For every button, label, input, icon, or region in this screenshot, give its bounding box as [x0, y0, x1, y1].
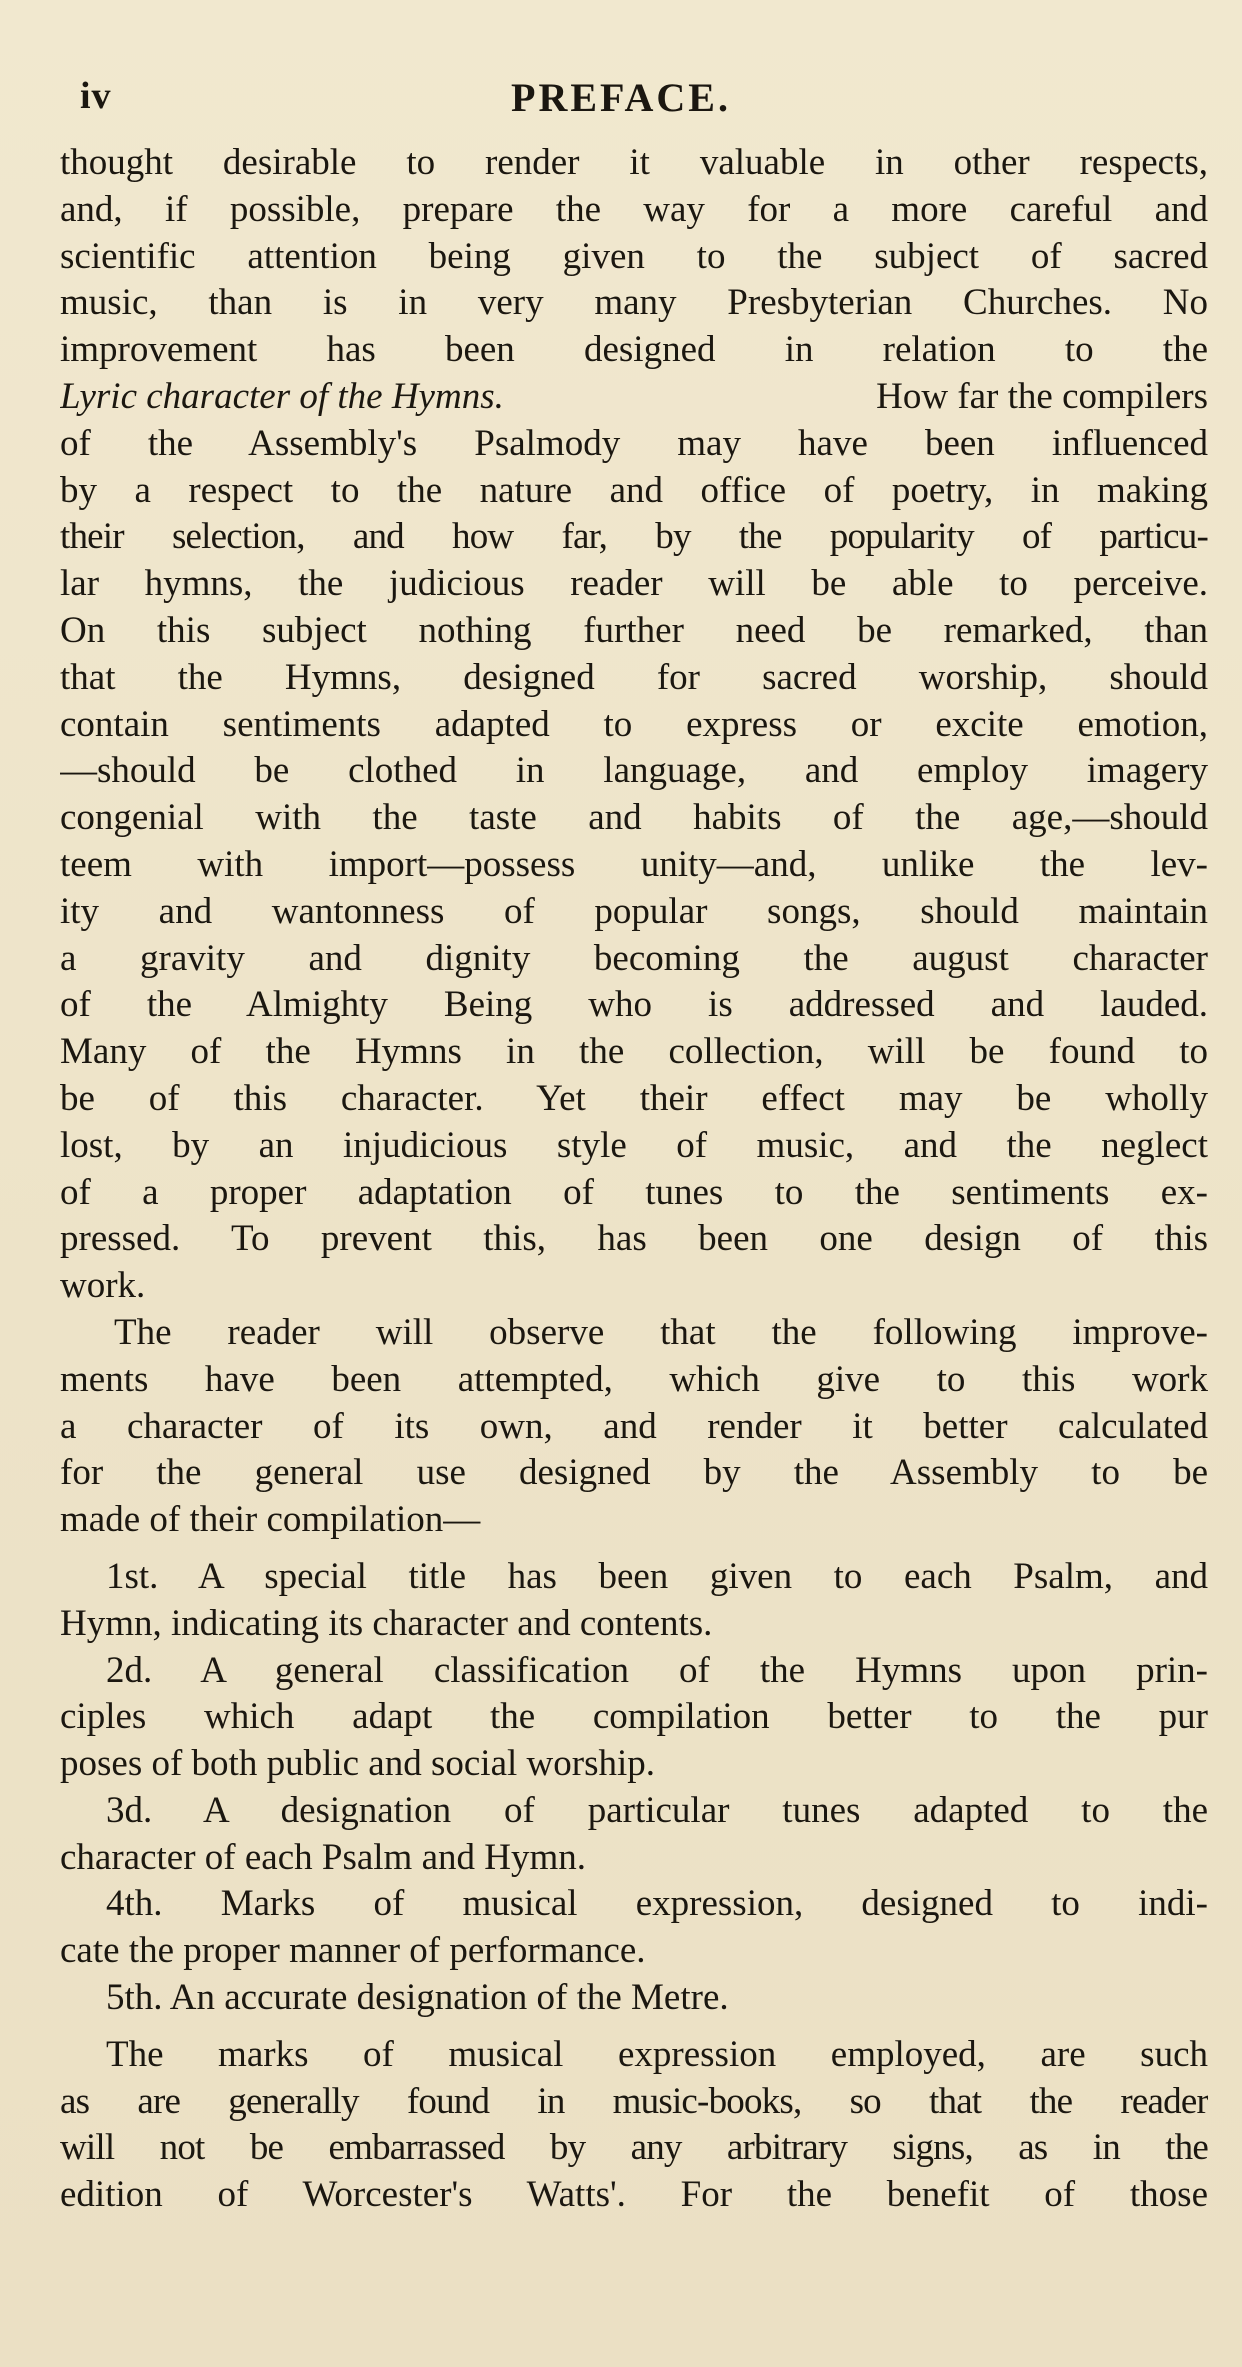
text-line: will not be embarrassed by any arbitrary signs, as in the: [60, 2127, 1208, 2169]
text-segment: How far the compilers: [876, 375, 1208, 417]
text-line: be of this character. Yet their effect may be wholly: [60, 1077, 1208, 1119]
page-number: iv: [80, 75, 112, 117]
text-line: a character of its own, and render it better calculated: [60, 1405, 1208, 1447]
text-line: ciples which adapt the compilation better to the pur: [60, 1696, 1208, 1738]
text-line: improvement has been designed in relation to the: [60, 329, 1208, 371]
text-line: On this subject nothing further need be remarked, than: [60, 609, 1208, 651]
list-item: 3d. A designation of particular tunes adapted to the: [106, 1789, 1208, 1831]
text-line: and, if possible, prepare the way for a more careful and: [60, 188, 1208, 230]
body-text: [60, 140, 1208, 2219]
text-line: —should be clothed in language, and employ imagery: [60, 750, 1208, 792]
text-line: of the Assembly's Psalmody may have been influenced: [60, 422, 1208, 464]
list-item: 2d. A general classification of the Hymns upon prin-: [106, 1649, 1208, 1691]
text-line: lar hymns, the judicious reader will be able to perceive.: [60, 563, 1208, 605]
text-line: Hymn, indicating its character and contents.: [60, 1602, 713, 1644]
text-line: for the general use designed by the Assembly to be: [60, 1452, 1208, 1494]
text-line: their selection, and how far, by the popularity of particu-: [60, 516, 1208, 558]
text-line: that the Hymns, designed for sacred worship, should: [60, 656, 1208, 698]
text-line: pressed. To prevent this, has been one design of this: [60, 1218, 1208, 1260]
text-line: poses of both public and social worship.: [60, 1743, 655, 1785]
text-line: work.: [60, 1265, 146, 1307]
text-line: Many of the Hymns in the collection, will be found to: [60, 1031, 1208, 1073]
text-line: teem with import—possess unity—and, unlike the lev-: [60, 843, 1208, 885]
text-line: The marks of musical expression employed, are such: [106, 2033, 1208, 2075]
text-line: congenial with the taste and habits of the age,—should: [60, 797, 1208, 839]
text-line: ity and wantonness of popular songs, should maintain: [60, 890, 1208, 932]
page-header: [0, 74, 1242, 134]
text-line: by a respect to the nature and office of poetry, in making: [60, 469, 1208, 511]
text-line: The reader will observe that the following improve-: [114, 1311, 1208, 1353]
text-line: lost, by an injudicious style of music, and the neglect: [60, 1124, 1208, 1166]
text-line: scientific attention being given to the subject of sacred: [60, 235, 1208, 277]
italic-phrase: Lyric character of the Hymns.: [60, 375, 504, 417]
list-item: 4th. Marks of musical expression, designed to indi-: [106, 1883, 1208, 1925]
text-line: ments have been attempted, which give to this work: [60, 1358, 1208, 1400]
text-line: contain sentiments adapted to express or excite emotion,: [60, 703, 1208, 745]
text-line: as are generally found in music-books, so that the reader: [60, 2080, 1208, 2122]
running-head: PREFACE.: [511, 75, 731, 120]
text-line: of the Almighty Being who is addressed and lauded.: [60, 984, 1208, 1026]
list-item: 1st. A special title has been given to each Psalm, and: [106, 1555, 1208, 1597]
text-line: cate the proper manner of performance.: [60, 1930, 646, 1972]
text-line: character of each Psalm and Hymn.: [60, 1836, 587, 1878]
text-line: [60, 374, 1208, 421]
text-line: music, than is in very many Presbyterian Churches. No: [60, 282, 1208, 324]
list-item: 5th. An accurate designation of the Metre.: [106, 1977, 729, 2019]
text-line: thought desirable to render it valuable in other respects,: [60, 142, 1208, 183]
text-line: of a proper adaptation of tunes to the sentiments ex-: [60, 1171, 1208, 1213]
text-line: made of their compilation—: [60, 1499, 481, 1541]
text-line: edition of Worcester's Watts'. For the benefit of those: [60, 2174, 1208, 2216]
text-line: a gravity and dignity becoming the august character: [60, 937, 1208, 979]
